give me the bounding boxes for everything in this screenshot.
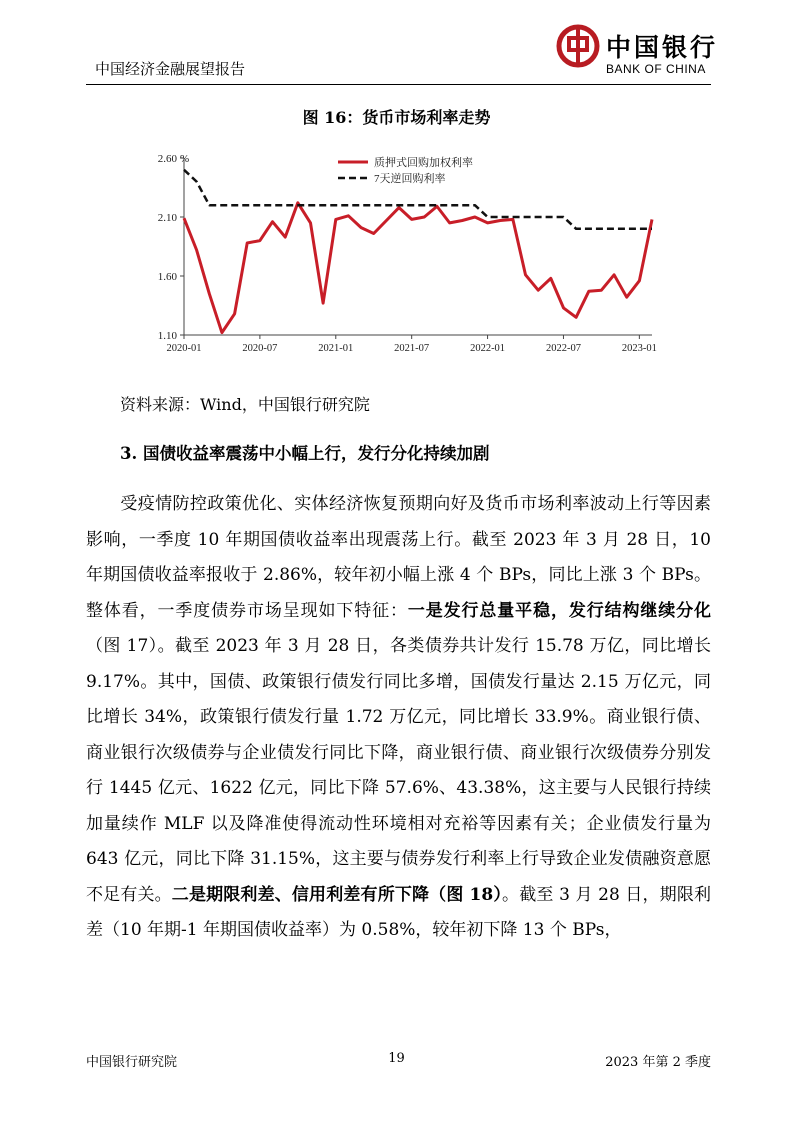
y-tick-label: 2.10: [157, 212, 177, 224]
figure-source: 资料来源：Wind，中国银行研究院: [120, 395, 370, 414]
report-title: 中国经济金融展望报告: [95, 60, 246, 78]
legend-label: 7天逆回购利率: [374, 173, 446, 185]
legend-label: 质押式回购加权利率: [374, 157, 473, 169]
body-text-part-3: 。截至 3 月 28 日，期限利差（10 年期-1 年期国债收益率）为 0.58%，较年初下降 13 个 BPs，: [86, 884, 711, 940]
bank-logo-icon: [556, 24, 600, 68]
y-axis-unit: %: [180, 153, 190, 165]
page-number: 19: [388, 1051, 405, 1066]
x-tick-label: 2021-07: [394, 343, 430, 354]
body-text-part-2: （图 17）。截至 2023 年 3 月 28 日，各类债券共计发行 15.78 万亿，同比增长 9.17%。其中，国债、政策银行债发行同比多增，国债发行量达 2.15 万亿元，同比增长 34%，政策银行债发行量 1.72 万亿元，同比增长 33.9%。商业银行债、商业银行次级债券与企业债发行同比下降，商业银行债、商业银行次级债券分别发行 1445 亿元、1622 亿元，同比下降 57.6%、43.38%，这主要与人民银行持续加量续作 MLF 以及降准使得流动性环境相对充裕等因素有关；企业债发行量为 643 亿元，同比下降 31.15%，这主要与债券发行利率上行导致企业发债融资意愿不足有关。: [86, 636, 711, 905]
x-tick-label: 2021-01: [318, 343, 354, 354]
footer-org: 中国银行研究院: [86, 1055, 178, 1070]
series-line-repo-weighted-rate: [184, 203, 652, 333]
body-paragraph: [86, 487, 711, 949]
y-tick-label: 1.60: [157, 271, 177, 283]
body-bold-point-2: 二是期限利差、信用利差有所下降（图 18）: [171, 884, 503, 905]
x-tick-label: 2023-01: [621, 343, 657, 354]
header-rule: [86, 84, 711, 85]
bank-logo: [556, 24, 719, 80]
money-market-rate-chart: [140, 140, 670, 365]
x-tick-label: 2022-07: [545, 343, 581, 354]
logo-english-name: BANK OF CHINA: [606, 62, 706, 76]
body-text-part-1: 受疫情防控政策优化、实体经济恢复预期向好及货币市场利率波动上行等因素影响，一季度 10 年期国债收益率出现震荡上行。截至 2023 年 3 月 28 日，10 年期国债收益率报收于 2.86%，较年初小幅上涨 4 个 BPs，同比上涨 3 个 BPs。整体看，一季度债券市场呈现如下特征：: [86, 494, 711, 621]
x-tick-label: 2022-01: [470, 343, 506, 354]
y-tick-label: 1.10: [157, 330, 177, 342]
y-tick-label: 2.60: [157, 153, 177, 165]
figure-title: 图 16：货币市场利率走势: [302, 108, 491, 127]
footer-period: 2023 年第 2 季度: [605, 1055, 711, 1070]
section-heading: 3. 国债收益率震荡中小幅上行，发行分化持续加剧: [120, 444, 490, 463]
x-tick-label: 2020-01: [166, 343, 202, 354]
x-tick-label: 2020-07: [242, 343, 278, 354]
logo-chinese-name: 中国银行: [606, 33, 719, 62]
body-bold-point-1: 一是发行总量平稳，发行结构继续分化: [407, 600, 712, 621]
